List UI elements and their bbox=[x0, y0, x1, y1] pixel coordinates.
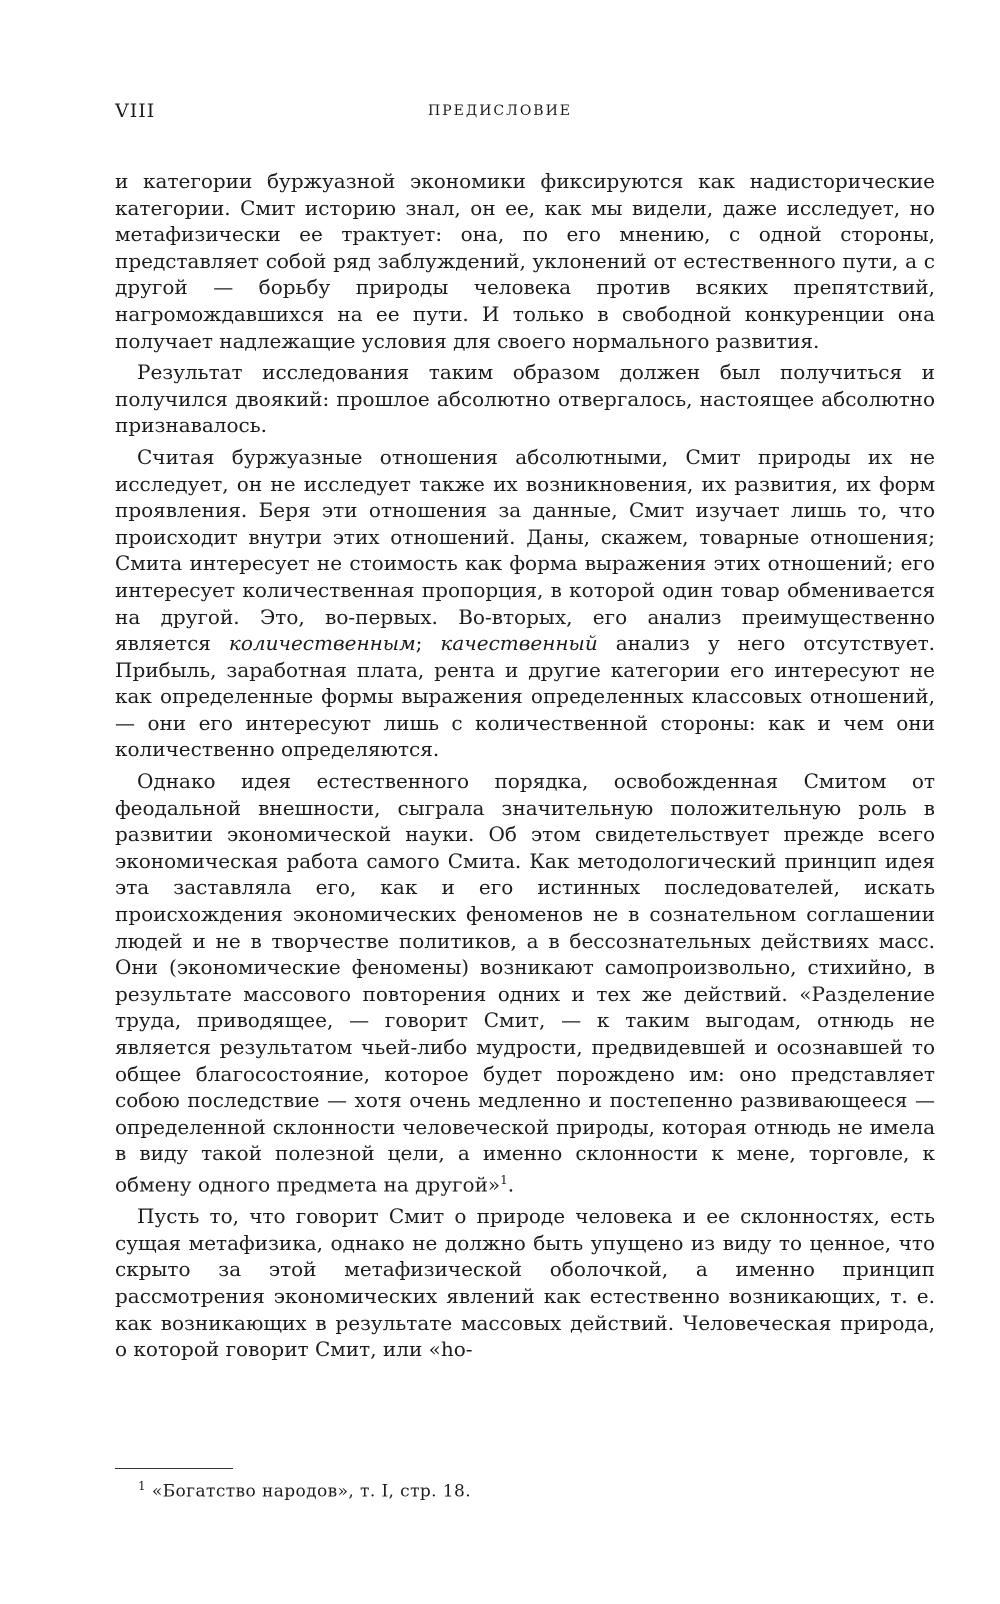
paragraph-4-text: Однако идея естественного порядка, освобожденная Смитом от феодальной внешности, сыграла значительную положительную роль в развитии экономической науки. Об этом свидетельствует прежде всего экономическая работа самого Смита. Как методологический принцип идея эта заставляла его, как и его истинных последователей, искать происхождения экономических феноменов не в сознательном соглашении людей и не в творчестве политиков, а в бессознательных действиях масс. Они (экономические феномены) возникают самопроизвольно, стихийно, в результате массового повторения одних и тех же действий. «Разделение труда, приводящее, — говорит Смит, — к таким выгодам, отнюдь не является результатом чьей-либо мудрости, предвидевшей и осознавшей то общее благосостояние, которое будет порождено им: оно представляет собою последствие — хотя очень медленно и постепенно развивающееся — определенной склонности человеческой природы, которая отнюдь не имела в виду такой полезной цели, а именно склонности к мене, торговле, к обмену одного предмета на другой» bbox=[115, 769, 935, 1197]
footnote-divider bbox=[115, 1468, 233, 1469]
page-header bbox=[0, 100, 1000, 130]
paragraph-2: Результат исследования таким образом должен был получиться и получился двоякий: прошлое абсолютно отвергалось, настоящее абсолютно признавалось. bbox=[115, 360, 935, 438]
paragraph-3-text-a: Считая буржуазные отношения абсолютными, Смит природы их не исследует, он не исследует также их возникновения, их развития, их форм проявления. Беря эти отношения за данные, Смит изучает лишь то, что происходит внутри этих отношений. Даны, скажем, товарные отношения; Смита интересует не стоимость как форма выражения этих отношений; его интересует количественная пропорция, в которой один товар обменивается на другой. Это, во-первых. Во-вторых, его анализ преимущественно является bbox=[115, 444, 935, 656]
footnote-marker: 1 bbox=[138, 1479, 147, 1493]
paragraph-1: и категории буржуазной экономики фиксируются как надисторические категории. Смит историю знал, он ее, как мы видели, даже исследует, но метафизически ее трактует: она, по его мнению, с одной стороны, представляет собой ряд заблуждений, уклонений от естественного пути, а с другой — борьбу природы человека против всяких препятствий, нагромождавшихся на ее пути. И только в свободной конкуренции она получает надлежащие условия для своего нормального развития. bbox=[115, 169, 935, 353]
emphasis-qualitative: качественный bbox=[440, 631, 598, 656]
emphasis-quantitative: количественным bbox=[228, 631, 416, 656]
paragraph-3-text-c: анализ у него отсутствует. Прибыль, заработная плата, рента и другие категории его интересуют не как определенные формы выражения определенных классовых отношений, — они его интересуют лишь с количественной стороны: как и чем они количественно определяются. bbox=[115, 631, 935, 762]
body-text bbox=[115, 168, 935, 1363]
footnote bbox=[138, 1479, 471, 1502]
paragraph-4 bbox=[115, 768, 935, 1198]
paragraph-3 bbox=[115, 444, 935, 763]
footnote-text: «Богатство народов», т. I, стр. 18. bbox=[146, 1481, 472, 1502]
footnote-reference: 1 bbox=[500, 1172, 508, 1187]
paragraph-5: Пусть то, что говорит Смит о природе человека и ее склонностях, есть сущая метафизика, однако не должно быть упущено из виду то ценное, что скрыто за этой метафизической оболочкой, а именно принцип рассмотрения экономических явлений как естественно возникающих, т. е. как возникающих в результате массовых действий. Человеческая природа, о которой говорит Смит, или «ho- bbox=[115, 1204, 935, 1362]
paragraph-4-end: . bbox=[507, 1172, 515, 1197]
paragraph-3-text-b: ; bbox=[415, 631, 441, 656]
running-title: ПРЕДИСЛОВИЕ bbox=[427, 103, 573, 119]
page-number: VIII bbox=[115, 100, 156, 122]
